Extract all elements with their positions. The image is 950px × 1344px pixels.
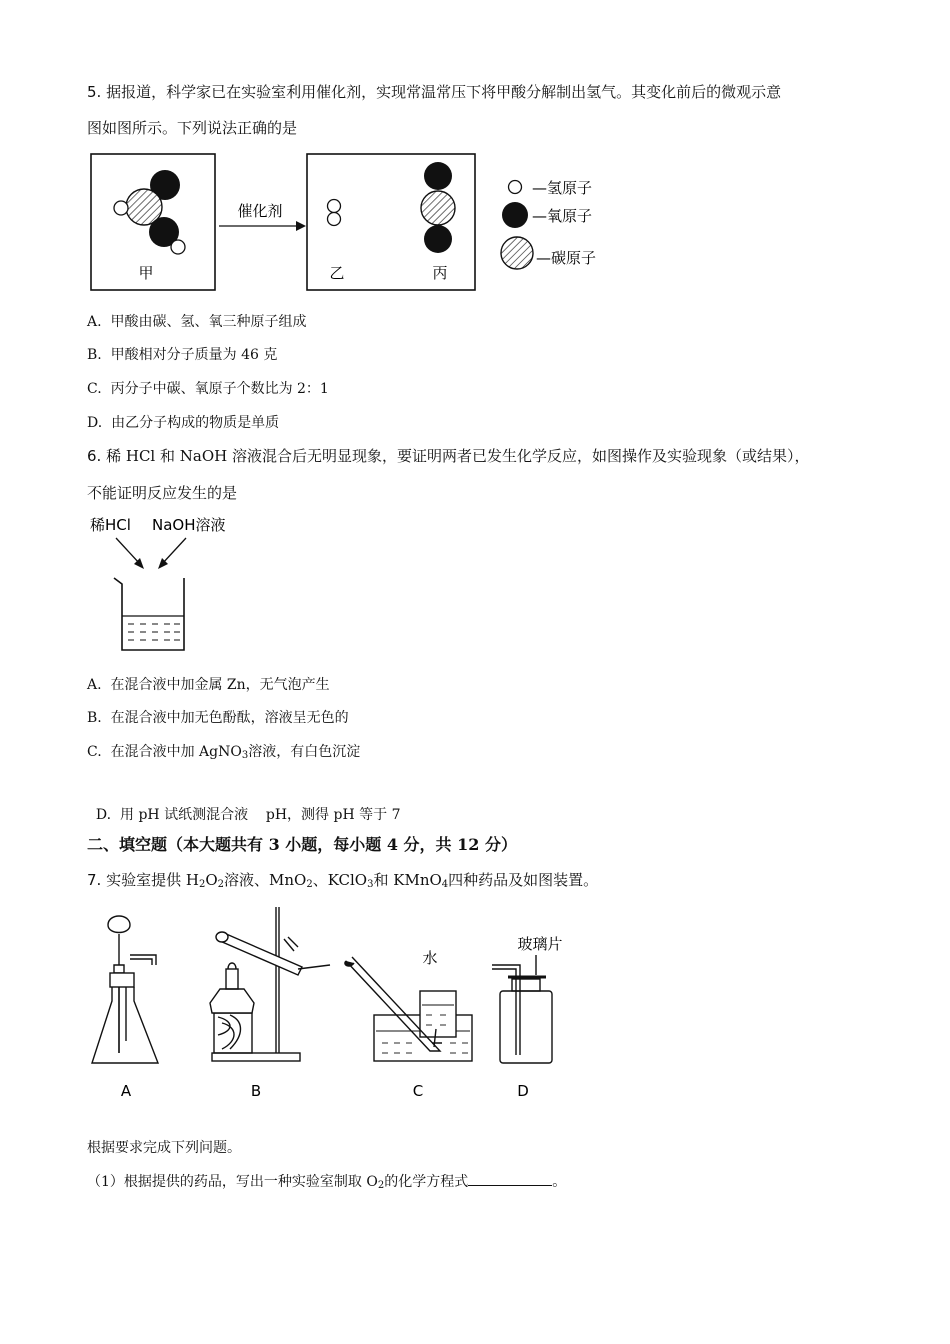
legend-hydrogen: —氢原子 bbox=[532, 179, 593, 197]
apparatus-d bbox=[492, 955, 552, 1063]
q7-text: 、KClO bbox=[312, 871, 368, 889]
q7-text: 四种药品及如图装置。 bbox=[448, 871, 599, 889]
q7-apparatus-diagram bbox=[84, 903, 584, 1113]
subscript: 4 bbox=[441, 879, 449, 890]
label-d: D bbox=[517, 1082, 529, 1100]
legend-carbon-icon bbox=[501, 237, 533, 269]
option-text: 用 pH 试纸测混合液 pH，测得 pH 等于 7 bbox=[120, 807, 401, 823]
label-bing: 丙 bbox=[432, 264, 448, 282]
option-text: 溶液，有白色沉淀 bbox=[248, 744, 361, 760]
label-hcl: 稀HCl bbox=[90, 516, 131, 534]
legend-oxygen: —氧原子 bbox=[532, 207, 593, 225]
hydrogen-atom bbox=[328, 213, 341, 226]
label-catalyst: 催化剂 bbox=[237, 202, 283, 220]
q7-sub1-text: （1）根据提供的药品，写出一种实验室制取 O bbox=[87, 1174, 378, 1190]
apparatus-a bbox=[92, 916, 158, 1063]
answer-blank[interactable] bbox=[468, 1171, 552, 1186]
option-text: 甲酸相对分子质量为 46 克 bbox=[110, 347, 278, 363]
option-letter: D. bbox=[87, 415, 103, 431]
arrow-head bbox=[296, 221, 306, 231]
subscript: 3 bbox=[241, 750, 249, 761]
oxygen-atom bbox=[424, 162, 452, 190]
q7-text: 和 KMnO bbox=[373, 871, 442, 889]
q6-stem-line1: 稀 HCl 和 NaOH 溶液混合后无明显现象，要证明两者已发生化学反应，如图操作及实验现象（或结果）， bbox=[106, 447, 810, 465]
q7-sub1-text: 。 bbox=[552, 1174, 567, 1190]
option-text: 在混合液中加金属 Zn，无气泡产生 bbox=[110, 677, 330, 693]
q5-option-d[interactable] bbox=[87, 412, 279, 432]
option-letter: B. bbox=[87, 710, 102, 726]
oxygen-atom bbox=[424, 225, 452, 253]
q5-option-a[interactable] bbox=[87, 311, 306, 331]
option-letter: C. bbox=[87, 744, 102, 760]
q5-stem-line2: 图如图所示。下列说法正确的是 bbox=[87, 119, 298, 137]
subscript: 2 bbox=[306, 879, 313, 890]
label-glass: 玻璃片 bbox=[517, 935, 563, 953]
option-letter: C. bbox=[87, 381, 102, 397]
q6-option-a[interactable] bbox=[87, 674, 330, 694]
arrow-naoh bbox=[162, 538, 186, 564]
q7-text: 实验室提供 H bbox=[106, 871, 199, 889]
q7-subquestion-1 bbox=[87, 1171, 566, 1191]
option-letter: D. bbox=[95, 807, 112, 823]
q5-option-c[interactable] bbox=[87, 378, 329, 398]
hydrogen-atom bbox=[328, 200, 341, 213]
q5-line1 bbox=[87, 81, 781, 102]
q6-stem-line2: 不能证明反应发生的是 bbox=[87, 484, 238, 502]
hydrogen-atom bbox=[171, 240, 185, 254]
carbon-atom bbox=[421, 191, 455, 225]
label-jia: 甲 bbox=[138, 264, 154, 282]
q5-molecule-diagram bbox=[88, 150, 628, 298]
q6-line1 bbox=[87, 445, 809, 466]
subscript: 2 bbox=[217, 879, 225, 890]
label-a: A bbox=[120, 1082, 132, 1100]
legend-oxygen-icon bbox=[502, 202, 528, 228]
option-letter: A. bbox=[87, 314, 102, 330]
beaker bbox=[114, 578, 184, 650]
section-heading: 二、填空题（本大题共有 3 小题，每小题 4 分，共 12 分） bbox=[87, 835, 517, 854]
subscript: 2 bbox=[198, 879, 206, 890]
label-yi: 乙 bbox=[329, 264, 345, 282]
option-text: 由乙分子构成的物质是单质 bbox=[111, 415, 280, 431]
q5-stem-line1: 据报道，科学家已在实验室利用催化剂，实现常温常压下将甲酸分解制出氢气。其变化前后的微观示意 bbox=[106, 83, 782, 101]
option-text: 在混合液中加无色酚酞，溶液呈无色的 bbox=[110, 710, 349, 726]
q7-stem bbox=[87, 869, 598, 890]
legend-carbon: —碳原子 bbox=[536, 249, 597, 267]
option-text: 甲酸由碳、氢、氧三种原子组成 bbox=[110, 314, 307, 330]
q7-number: 7. bbox=[87, 871, 102, 889]
label-b: B bbox=[250, 1082, 262, 1100]
q7-sub1-text: 的化学方程式 bbox=[384, 1174, 469, 1190]
q6-beaker-diagram bbox=[88, 512, 248, 658]
legend-hydrogen-icon bbox=[509, 181, 522, 194]
hydrogen-atom bbox=[114, 201, 128, 215]
arrow-hcl bbox=[116, 538, 140, 564]
option-text: 在混合液中加 AgNO bbox=[110, 744, 242, 760]
apparatus-b bbox=[210, 907, 330, 1061]
q7-text: O bbox=[205, 871, 218, 889]
q5-number: 5. bbox=[87, 83, 102, 101]
q6-option-c[interactable] bbox=[87, 741, 360, 761]
q5-option-b[interactable] bbox=[87, 344, 277, 364]
option-letter: B. bbox=[87, 347, 102, 363]
subscript: 2 bbox=[377, 1180, 385, 1191]
q7-text: 溶液、MnO bbox=[224, 871, 307, 889]
label-naoh: NaOH溶液 bbox=[152, 516, 226, 534]
q6-number: 6. bbox=[87, 447, 102, 465]
subscript: 3 bbox=[367, 879, 374, 890]
apparatus-c bbox=[345, 957, 472, 1061]
option-letter: A. bbox=[87, 677, 102, 693]
q6-option-d[interactable] bbox=[87, 788, 400, 824]
q7-intro: 根据要求完成下列问题。 bbox=[87, 1140, 241, 1156]
option-text: 丙分子中碳、氧原子个数比为 2：1 bbox=[110, 381, 329, 397]
label-water: 水 bbox=[422, 949, 438, 967]
q6-option-b[interactable] bbox=[87, 707, 349, 727]
label-c: C bbox=[412, 1082, 424, 1100]
